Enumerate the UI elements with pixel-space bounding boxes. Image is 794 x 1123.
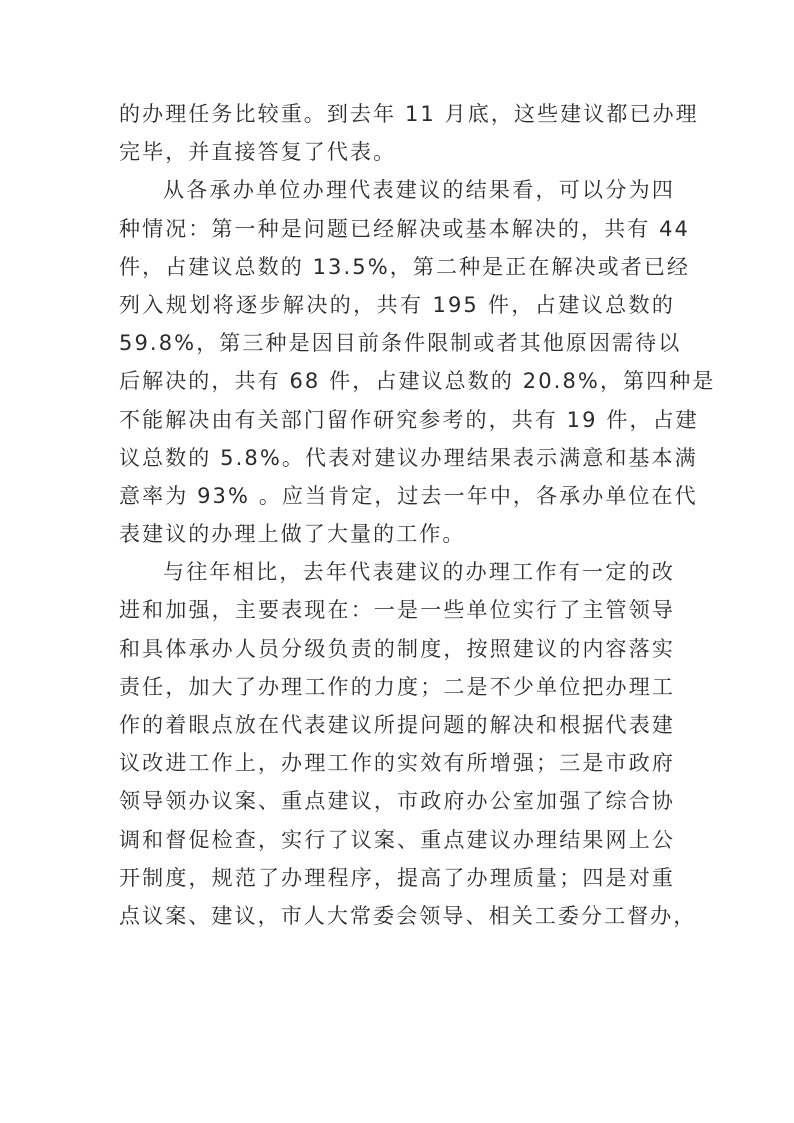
text-line: 调和督促检查，实行了议案、重点建议办理结果网上公 (119, 827, 675, 852)
text-line: 种情况：第一种是问题已经解决或基本解决的，共有 44 (119, 216, 690, 241)
text-line: 意率为 93% 。应当肯定，过去一年中，各承办单位在代 (119, 483, 698, 508)
text-line: 列入规划将逐步解决的，共有 195 件，占建议总数的 (119, 292, 675, 317)
text-line: 的办理任务比较重。到去年 11 月底，这些建议都已办理 (119, 102, 699, 126)
text-line: 完毕，并直接答复了代表。 (119, 140, 397, 165)
paragraph-start-line: 从各承办单位办理代表建议的结果看，可以分为四 (163, 178, 675, 203)
text-line: 领导领办议案、重点建议，市政府办公室加强了综合协 (119, 789, 675, 814)
text-line: 议总数的 5.8%。代表对建议办理结果表示满意和基本满 (119, 445, 698, 470)
text-line: 进和加强，主要表现在：一是一些单位实行了主管领导 (119, 598, 675, 623)
text-line: 开制度，规范了办理程序，提高了办理质量；四是对重 (119, 865, 675, 890)
text-line: 件，占建议总数的 13.5%，第二种是正在解决或者已经 (119, 254, 691, 279)
text-line: 议改进工作上，办理工作的实效有所增强；三是市政府 (119, 751, 675, 776)
text-line: 作的着眼点放在代表建议所提问题的解决和根据代表建 (119, 713, 675, 737)
text-line: 和具体承办人员分级负责的制度，按照建议的内容落实 (119, 636, 675, 661)
text-line: 后解决的，共有 68 件，占建议总数的 20.8%，第四种是 (119, 369, 716, 394)
text-line: 表建议的办理上做了大量的工作。 (119, 522, 466, 547)
text-line: 不能解决由有关部门留作研究参考的，共有 19 件，占建 (119, 407, 699, 432)
paragraph-start-line: 与往年相比，去年代表建议的办理工作有一定的改 (163, 560, 675, 585)
text-line: 点议案、建议，市人大常委会领导、相关工委分工督办， (119, 903, 697, 928)
document-body (119, 95, 716, 935)
text-line: 59.8%，第三种是因目前条件限制或者其他原因需待以 (119, 331, 682, 356)
text-line: 责任，加大了办理工作的力度；二是不少单位把办理工 (119, 674, 675, 699)
